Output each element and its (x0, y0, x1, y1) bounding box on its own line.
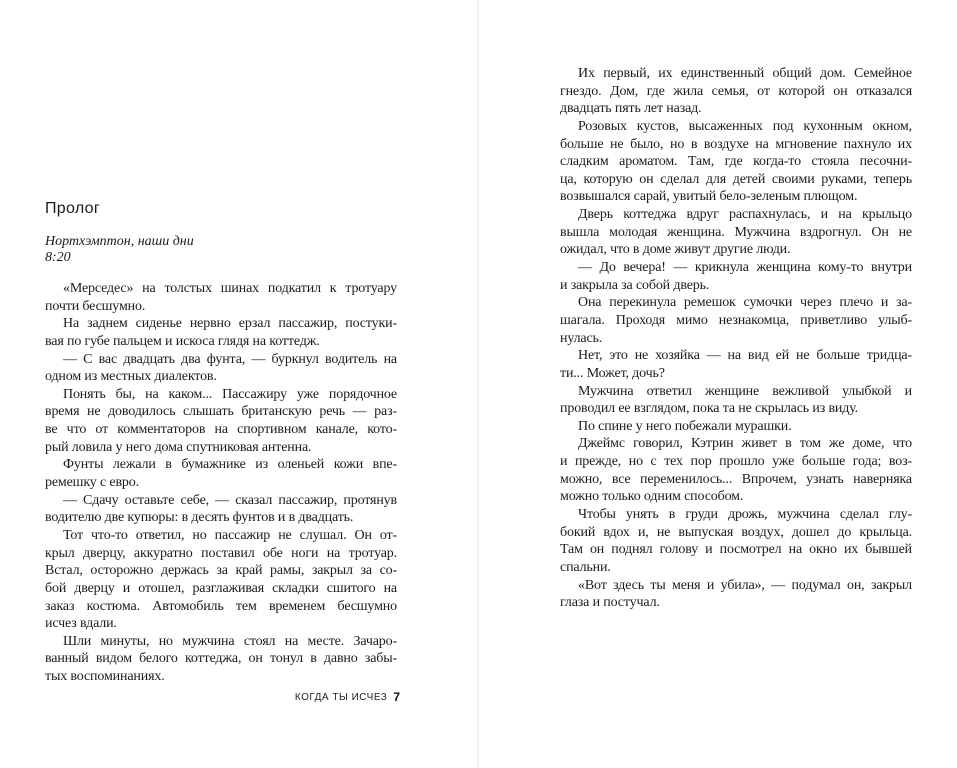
running-title: КОГДА ТЫ ИСЧЕЗ (294, 691, 388, 703)
paragraph (45, 527, 397, 633)
text-line: ца, которую он сделал для детей своими руками, теперь (560, 171, 912, 187)
text-line: заказ костюма. Автомобиль тем временем бесшумно (45, 598, 397, 614)
paragraph (45, 280, 397, 315)
text-line: ти... Может, дочь? (560, 365, 665, 381)
text-line: возвышался сарай, увитый бело-зеленым плющом. (560, 189, 858, 205)
paragraph (45, 386, 397, 457)
text-line: глаза и постучал. (560, 595, 660, 611)
text-line: По спине у него побежали мурашки. (578, 418, 792, 434)
text-line: ве что от комментаторов на спортивном канале, кото- (45, 422, 397, 438)
text-line: Тот что-то ответил, но пассажир не слушал. Он от- (63, 527, 397, 543)
text-line: Фунты лежали в бумажнике из оленьей кожи впе- (63, 457, 397, 473)
text-line: сладким ароматом. Там, где когда-то стояла песочни- (560, 154, 912, 170)
text-line: бой дверцу и отошел, разглаживая складки сшитого на (45, 580, 397, 596)
text-line: вая по губе пальцем и искоса глядя на коттедж. (45, 333, 320, 349)
text-line: Розовых кустов, высаженных под кухонным окном, (578, 118, 912, 134)
text-line: Джеймс говорил, Кэтрин живет в том же доме, что (578, 436, 912, 452)
text-line: крыл дверцу, аккуратно поставил обе ноги на тротуар. (45, 545, 397, 561)
text-line: и закрыла за собой дверь. (560, 277, 710, 293)
text-line: Дверь коттеджа вдруг распахнулась, и на крыльцо (578, 207, 912, 223)
text-line: бокий вдох и, не выпуская воздух, дошел до крыльца. (560, 524, 912, 540)
paragraph (560, 118, 912, 206)
text-line: проводил ее взглядом, пока та не скрылась из виду. (560, 401, 859, 417)
paragraph (560, 577, 912, 612)
paragraph (45, 633, 397, 686)
text-line: Понять бы, на каком... Пассажиру уже порядочное (63, 386, 397, 402)
text-line: время не доводилось слышать британскую речь — раз- (45, 404, 397, 420)
text-line: гнездо. Дом, где жила семья, от которой он отказался (560, 83, 912, 99)
text-line: водителю две купюры: в десять фунтов и в двадцать. (45, 510, 354, 526)
text-line: рый ловила у него дома спутниковая антенна. (45, 439, 312, 455)
text-line: — До вечера! — крикнула женщина кому-то внутри (578, 260, 912, 276)
text-line: Чтобы унять в груди дрожь, мужчина сделал глу- (578, 507, 912, 523)
text-line: можно только одним способом. (560, 489, 744, 505)
time-line: 8:20 (45, 250, 71, 265)
paragraph (45, 492, 397, 527)
paragraph (560, 347, 912, 382)
text-line: Мужчина ответил женщине вежливой улыбкой и (578, 383, 912, 399)
text-line: ремешку с евро. (45, 475, 139, 491)
paragraph (45, 456, 397, 491)
text-line: можно, все переменилось... Впрочем, узнать наверняка (560, 471, 912, 487)
text-line: «Вот здесь ты меня и убила», — подумал он, закрыл (578, 577, 912, 593)
text-line: Их первый, их единственный общий дом. Семейное (578, 66, 912, 81)
text-line: больше не было, но в воздухе на мгновение пахнуло их (560, 136, 912, 152)
paragraph (560, 65, 912, 118)
paragraph (45, 315, 397, 350)
right-page-text (560, 65, 912, 612)
page-number: 7 (393, 690, 400, 705)
text-line: вышла молодая женщина. Мужчина вздрогнул. Он не (560, 224, 912, 240)
place-and-time (45, 234, 405, 266)
text-line: двадцать пять лет назад. (560, 101, 702, 117)
paragraph (560, 259, 912, 294)
place-line: Нортхэмптон, наши дни (45, 234, 194, 249)
text-line: ожидал, что в доме живут другие люди. (560, 242, 791, 258)
chapter-title: Пролог (45, 200, 100, 217)
text-line: нулась. (560, 330, 603, 346)
page-footer (292, 688, 400, 706)
paragraph (560, 506, 912, 577)
text-line: и прежде, но с тех пор прошло уже больше года; воз- (560, 454, 912, 470)
paragraph (560, 435, 912, 506)
text-line: исчез вдали. (45, 616, 117, 632)
paragraph (560, 294, 912, 347)
paragraph (560, 383, 912, 418)
paragraph (560, 206, 912, 259)
left-page-text (45, 280, 397, 686)
right-page (480, 0, 957, 768)
text-line: Нет, это не хозяйка — на вид ей не больше тридца- (578, 348, 912, 364)
text-line: Там он поднял голову и посмотрел на окно их бывшей (560, 542, 912, 558)
text-line: ванный видом белого коттеджа, он тонул в давно забы- (45, 651, 397, 667)
text-line: Встал, осторожно держась за край рамы, закрыл за со- (45, 563, 397, 579)
text-line: Шли минуты, но мужчина стоял на месте. Зачаро- (63, 633, 397, 649)
text-line: тых воспоминаниях. (45, 669, 165, 685)
text-line: — С вас двадцать два фунта, — буркнул водитель на (63, 351, 397, 367)
text-line: «Мерседес» на толстых шинах подкатил к тротуару (63, 281, 397, 296)
text-line: шагала. Проходя мимо незнакомца, приветливо улыб- (560, 312, 912, 328)
left-page (0, 0, 477, 768)
paragraph (560, 418, 912, 436)
text-line: Она перекинула ремешок сумочки через плечо и за- (578, 295, 912, 311)
text-line: спальни. (560, 559, 611, 575)
paragraph (45, 351, 397, 386)
text-line: — Сдачу оставьте себе, — сказал пассажир, протянув (63, 492, 397, 508)
text-line: почти бесшумно. (45, 298, 146, 314)
text-line: На заднем сиденье нервно ерзал пассажир, постуки- (63, 316, 397, 332)
text-line: одном из местных диалектов. (45, 369, 217, 385)
